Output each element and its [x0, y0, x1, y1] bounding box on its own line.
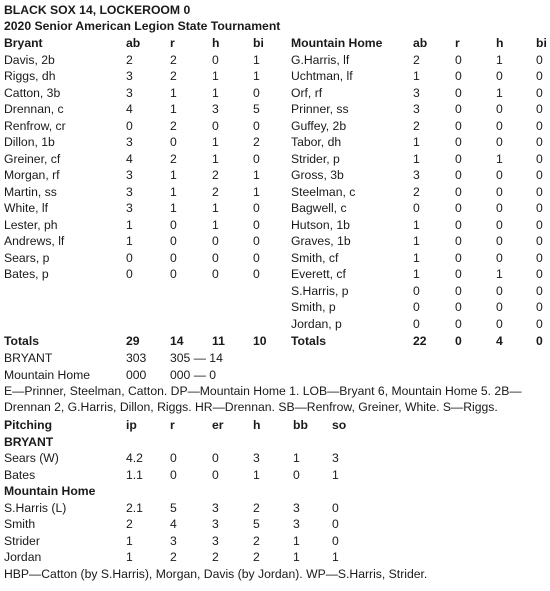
pitcher-stat-er: 3	[212, 500, 219, 515]
player-name: Hutson, 1b	[291, 217, 350, 232]
player-stat-ab: 4	[126, 151, 133, 166]
player-stat-h: 0	[496, 316, 503, 331]
linescore-team: BRYANT	[4, 351, 53, 365]
subhead: 2020 Senior American Legion State Tournament	[4, 19, 281, 33]
pitcher-stat-r: 2	[170, 550, 177, 564]
pitcher-stat-h: 1	[253, 467, 260, 482]
player-stat-r: 0	[170, 135, 177, 149]
batting-right-header-r: r	[455, 36, 460, 50]
player-name: Andrews, lf	[4, 234, 65, 248]
player-name: Renfrow, cr	[4, 118, 66, 133]
player-stat-bi: 0	[536, 168, 543, 182]
player-stat-bi: 1	[253, 52, 260, 67]
player-name: S.Harris, p	[291, 283, 349, 298]
player-stat-ab: 2	[413, 118, 420, 133]
player-stat-ab: 1	[413, 267, 420, 281]
player-stat-ab: 0	[126, 250, 133, 265]
player-stat-r: 0	[455, 52, 462, 67]
batting-left-team-name: Bryant	[4, 36, 43, 50]
player-stat-bi: 0	[253, 201, 260, 215]
player-stat-r: 1	[170, 102, 177, 116]
player-stat-r: 0	[455, 300, 462, 314]
player-stat-r: 1	[170, 201, 177, 215]
pitcher-stat-h: 2	[253, 533, 260, 548]
player-stat-h: 0	[496, 283, 503, 298]
pitcher-stat-ip: 1	[126, 550, 133, 564]
player-stat-r: 0	[455, 118, 462, 133]
player-stat-h: 0	[496, 135, 503, 149]
player-name: Everett, cf	[291, 267, 346, 281]
player-stat-h: 0	[496, 69, 503, 83]
player-name: Prinner, ss	[291, 102, 349, 116]
batting-right-totals-bi: 0	[536, 334, 543, 348]
player-stat-r: 2	[170, 151, 177, 166]
player-stat-r: 0	[455, 250, 462, 265]
pitcher-stat-er: 0	[212, 467, 219, 482]
player-stat-bi: 0	[536, 85, 543, 100]
linescore-first-half: 303	[126, 351, 147, 365]
pitcher-stat-bb: 0	[293, 467, 300, 482]
player-stat-r: 0	[455, 69, 462, 83]
player-stat-h: 0	[496, 168, 503, 182]
player-name: Martin, ss	[4, 184, 57, 199]
pitcher-stat-h: 2	[253, 550, 260, 564]
player-stat-ab: 1	[413, 135, 420, 149]
player-name: Davis, 2b	[4, 52, 55, 67]
player-stat-h: 3	[212, 102, 219, 116]
player-stat-bi: 0	[536, 267, 543, 281]
pitcher-stat-bb: 1	[293, 533, 300, 548]
batting-left-totals-label: Totals	[4, 334, 39, 348]
pitcher-stat-r: 3	[170, 533, 177, 548]
player-stat-ab: 0	[413, 201, 420, 215]
player-name: Tabor, dh	[291, 135, 342, 149]
player-name: Bates, p	[4, 267, 49, 281]
player-stat-r: 0	[455, 85, 462, 100]
player-name: Jordan, p	[291, 316, 342, 331]
player-stat-h: 1	[212, 135, 219, 149]
player-stat-h: 1	[496, 85, 503, 100]
batting-right-totals-ab: 22	[413, 334, 427, 348]
batting-right-totals-h: 4	[496, 334, 503, 348]
pitcher-stat-bb: 3	[293, 517, 300, 531]
player-stat-bi: 0	[536, 151, 543, 166]
player-stat-r: 0	[455, 234, 462, 248]
player-stat-ab: 1	[413, 217, 420, 232]
pitcher-stat-so: 0	[332, 517, 339, 531]
player-stat-h: 2	[212, 168, 219, 182]
player-stat-r: 0	[455, 151, 462, 166]
player-stat-bi: 0	[536, 283, 543, 298]
player-stat-r: 0	[455, 316, 462, 331]
player-stat-bi: 0	[253, 267, 260, 281]
player-stat-r: 2	[170, 118, 177, 133]
linescore-first-half: 000	[126, 367, 147, 382]
player-stat-r: 1	[170, 168, 177, 182]
player-name: Gross, 3b	[291, 168, 344, 182]
pitcher-stat-bb: 1	[293, 550, 300, 564]
pitcher-stat-so: 3	[332, 451, 339, 465]
notes-line-2: Drennan 2, G.Harris, Dillon, Riggs. HR—Drennan. SB—Renfrow, Greiner, White. S—Riggs.	[4, 400, 498, 414]
player-name: Greiner, cf	[4, 151, 61, 166]
player-stat-h: 0	[496, 250, 503, 265]
player-stat-ab: 3	[413, 102, 420, 116]
player-stat-bi: 0	[536, 69, 543, 83]
batting-right-totals-r: 0	[455, 334, 462, 348]
player-stat-r: 0	[455, 102, 462, 116]
player-stat-r: 1	[170, 85, 177, 100]
player-stat-bi: 0	[536, 201, 543, 215]
player-stat-ab: 0	[413, 316, 420, 331]
player-name: Bagwell, c	[291, 201, 347, 215]
pitcher-stat-er: 2	[212, 550, 219, 564]
player-stat-bi: 0	[253, 118, 260, 133]
player-stat-h: 1	[212, 69, 219, 83]
player-name: Catton, 3b	[4, 85, 61, 100]
player-stat-bi: 0	[536, 102, 543, 116]
player-stat-r: 0	[455, 184, 462, 199]
pitching-team-name: BRYANT	[4, 434, 54, 449]
pitcher-stat-er: 3	[212, 517, 219, 531]
pitcher-name: S.Harris (L)	[4, 500, 67, 515]
player-stat-ab: 2	[126, 52, 133, 67]
player-stat-ab: 3	[126, 85, 133, 100]
player-stat-r: 0	[455, 267, 462, 281]
pitcher-name: Bates	[4, 467, 36, 482]
player-stat-bi: 0	[536, 217, 543, 232]
batting-right-header-h: h	[496, 36, 504, 50]
player-name: Drennan, c	[4, 102, 64, 116]
pitcher-name: Jordan	[4, 550, 42, 564]
batting-left-header-r: r	[170, 36, 175, 50]
player-stat-r: 1	[170, 184, 177, 199]
player-stat-ab: 3	[126, 69, 133, 83]
player-name: Smith, p	[291, 300, 336, 314]
player-stat-h: 0	[496, 300, 503, 314]
pitcher-stat-h: 3	[253, 451, 260, 465]
pitcher-stat-so: 0	[332, 500, 339, 515]
pitching-header-so: so	[332, 418, 347, 432]
player-stat-r: 0	[455, 168, 462, 182]
player-stat-bi: 0	[253, 217, 260, 232]
player-stat-h: 0	[496, 217, 503, 232]
player-stat-r: 0	[455, 283, 462, 298]
player-stat-r: 0	[170, 217, 177, 232]
linescore-team: Mountain Home	[4, 367, 91, 382]
player-stat-bi: 0	[536, 184, 543, 199]
player-stat-bi: 0	[536, 250, 543, 265]
pitcher-stat-ip: 1.1	[126, 467, 143, 482]
player-stat-ab: 1	[126, 217, 133, 232]
pitcher-stat-so: 1	[332, 467, 339, 482]
player-stat-bi: 0	[253, 234, 260, 248]
player-stat-ab: 1	[413, 151, 420, 166]
player-stat-ab: 1	[413, 250, 420, 265]
player-name: Guffey, 2b	[291, 118, 347, 133]
batting-left-totals-bi: 10	[253, 334, 267, 348]
player-stat-ab: 3	[126, 201, 133, 215]
player-stat-h: 0	[496, 102, 503, 116]
pitcher-stat-bb: 1	[293, 451, 300, 465]
pitcher-name: Smith	[4, 517, 36, 531]
player-stat-h: 0	[212, 267, 219, 281]
player-name: Sears, p	[4, 250, 50, 265]
player-stat-ab: 4	[126, 102, 133, 116]
pitching-header-h: h	[253, 418, 261, 432]
linescore-second-half: 000 — 0	[170, 367, 217, 382]
pitcher-name: Strider	[4, 533, 40, 548]
player-name: White, lf	[4, 201, 49, 215]
player-stat-ab: 1	[126, 234, 133, 248]
player-stat-bi: 0	[536, 135, 543, 149]
player-stat-bi: 1	[253, 184, 260, 199]
player-stat-r: 0	[170, 234, 177, 248]
hbp-line: HBP—Catton (by S.Harris), Morgan, Davis (by Jordan). WP—S.Harris, Strider.	[4, 566, 428, 581]
player-name: Graves, 1b	[291, 234, 351, 248]
pitcher-stat-er: 3	[212, 533, 219, 548]
pitcher-stat-h: 2	[253, 500, 260, 515]
batting-right-header-bi: bi	[536, 36, 547, 50]
batting-left-totals-r: 14	[170, 334, 184, 348]
player-stat-h: 1	[496, 267, 503, 281]
player-stat-bi: 1	[253, 168, 260, 182]
player-stat-bi: 1	[253, 69, 260, 83]
player-stat-ab: 3	[126, 168, 133, 182]
player-stat-ab: 3	[413, 85, 420, 100]
player-name: Lester, ph	[4, 217, 58, 232]
player-name: Smith, cf	[291, 250, 339, 265]
player-stat-bi: 0	[536, 118, 543, 133]
player-stat-ab: 0	[126, 118, 133, 133]
player-stat-h: 1	[212, 217, 219, 232]
player-stat-bi: 2	[253, 135, 260, 149]
player-stat-h: 0	[496, 118, 503, 133]
player-stat-ab: 2	[413, 52, 420, 67]
player-name: Orf, rf	[291, 85, 323, 100]
pitcher-stat-r: 4	[170, 517, 177, 531]
player-name: Riggs, dh	[4, 69, 56, 83]
player-stat-bi: 5	[253, 102, 260, 116]
player-stat-h: 0	[212, 52, 219, 67]
player-name: G.Harris, lf	[291, 52, 350, 67]
batting-left-header-bi: bi	[253, 36, 264, 50]
player-stat-ab: 2	[413, 184, 420, 199]
pitcher-stat-bb: 3	[293, 500, 300, 515]
player-stat-h: 1	[496, 151, 503, 166]
batting-right-team-name: Mountain Home	[291, 36, 383, 50]
pitching-header-ip: ip	[126, 418, 137, 432]
batting-right-header-ab: ab	[413, 36, 428, 50]
player-name: Steelman, c	[291, 184, 356, 199]
player-stat-h: 1	[212, 201, 219, 215]
player-stat-h: 1	[212, 85, 219, 100]
pitching-header-bb: bb	[293, 418, 308, 432]
player-stat-ab: 0	[413, 300, 420, 314]
pitcher-stat-ip: 2	[126, 517, 133, 531]
player-stat-r: 0	[170, 267, 177, 281]
player-stat-ab: 0	[413, 283, 420, 298]
player-name: Uchtman, lf	[291, 69, 353, 83]
batting-left-header-h: h	[212, 36, 220, 50]
pitcher-stat-so: 1	[332, 550, 339, 564]
pitcher-stat-h: 5	[253, 517, 260, 531]
pitcher-stat-r: 0	[170, 467, 177, 482]
player-stat-h: 2	[212, 184, 219, 199]
player-stat-r: 2	[170, 69, 177, 83]
pitching-team-name: Mountain Home	[4, 484, 96, 498]
player-stat-bi: 0	[536, 52, 543, 67]
player-stat-r: 0	[170, 250, 177, 265]
pitcher-stat-so: 0	[332, 533, 339, 548]
player-stat-h: 0	[496, 234, 503, 248]
player-stat-r: 2	[170, 52, 177, 67]
player-stat-ab: 3	[126, 135, 133, 149]
batting-left-totals-ab: 29	[126, 334, 140, 348]
pitcher-stat-er: 0	[212, 451, 219, 465]
pitcher-stat-ip: 4.2	[126, 451, 143, 465]
player-name: Strider, p	[291, 151, 340, 166]
player-stat-ab: 1	[413, 69, 420, 83]
player-stat-bi: 0	[253, 85, 260, 100]
player-stat-h: 1	[212, 151, 219, 166]
batting-left-header-ab: ab	[126, 36, 141, 50]
pitcher-name: Sears (W)	[4, 451, 59, 465]
player-stat-r: 0	[455, 135, 462, 149]
player-stat-bi: 0	[536, 300, 543, 314]
batting-left-totals-h: 11	[212, 334, 225, 348]
player-stat-ab: 3	[413, 168, 420, 182]
player-stat-ab: 0	[126, 267, 133, 281]
player-stat-r: 0	[455, 217, 462, 232]
pitching-title: Pitching	[4, 418, 53, 432]
batting-right-totals-label: Totals	[291, 334, 326, 348]
player-stat-h: 0	[496, 184, 503, 199]
player-stat-h: 1	[496, 52, 503, 67]
player-stat-ab: 1	[413, 234, 420, 248]
pitcher-stat-r: 0	[170, 451, 177, 465]
player-name: Morgan, rf	[4, 168, 60, 182]
pitcher-stat-r: 5	[170, 500, 177, 515]
linescore-second-half: 305 — 14	[170, 351, 223, 365]
pitcher-stat-ip: 2.1	[126, 500, 143, 515]
player-stat-bi: 0	[536, 234, 543, 248]
player-name: Dillon, 1b	[4, 135, 55, 149]
headline: BLACK SOX 14, LOCKEROOM 0	[4, 3, 191, 17]
pitching-header-er: er	[212, 418, 224, 432]
notes-line-1: E—Prinner, Steelman, Catton. DP—Mountain Home 1. LOB—Bryant 6, Mountain Home 5. 2B—	[4, 384, 522, 398]
player-stat-bi: 0	[253, 151, 260, 166]
player-stat-h: 0	[212, 250, 219, 265]
player-stat-ab: 3	[126, 184, 133, 199]
player-stat-h: 0	[212, 234, 219, 248]
player-stat-bi: 0	[536, 316, 543, 331]
player-stat-h: 0	[496, 201, 503, 215]
player-stat-r: 0	[455, 201, 462, 215]
pitcher-stat-ip: 1	[126, 533, 133, 548]
player-stat-bi: 0	[253, 250, 260, 265]
player-stat-h: 0	[212, 118, 219, 133]
pitching-header-r: r	[170, 418, 175, 432]
